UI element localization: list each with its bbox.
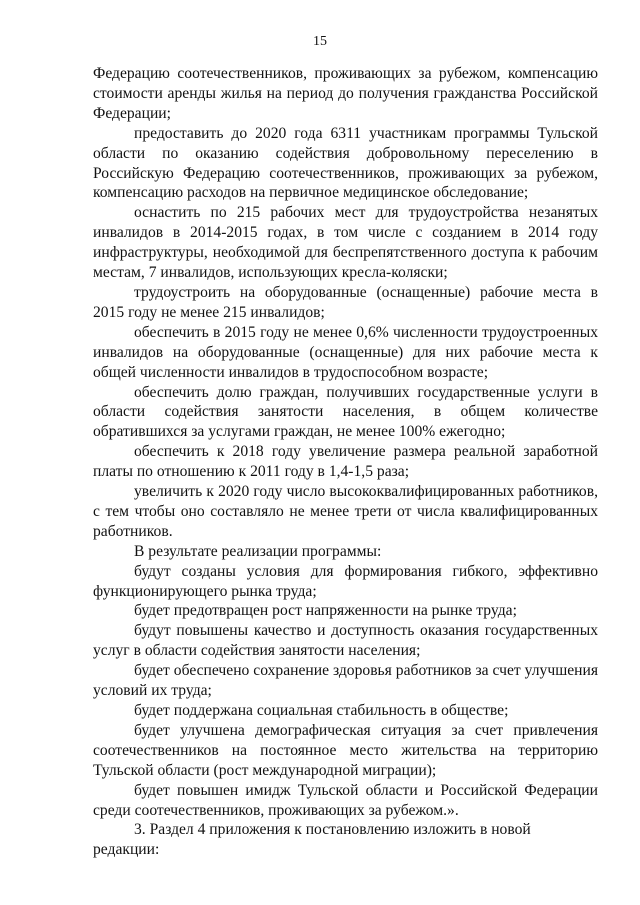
paragraph: предоставить до 2020 года 6311 участникам программы Тульской области по оказанию содействия добровольному переселению в Российскую Федерацию соотечественников, проживающих за рубежом, компенсацию расходов на первичное медицинское обследование; (93, 124, 598, 202)
paragraph: обеспечить долю граждан, получивших государственные услуги в области содействия занятости населения, в общем количестве обратившихся за услугами граждан, не менее 100% ежегодно; (93, 383, 598, 441)
paragraph: будет обеспечено сохранение здоровья работников за счет улучшения условий их труда; (93, 662, 598, 700)
paragraph-continuation: Федерацию соотечественников, проживающих за рубежом, компенсацию стоимости аренды жилья на период до получения гражданства Российской Федерации; (93, 65, 598, 122)
document-body (93, 64, 598, 860)
paragraph: будут созданы условия для формирования гибкого, эффективно функционирующего рынка труда; (93, 562, 598, 600)
paragraph: В результате реализации программы: (134, 542, 382, 560)
paragraph: будет улучшена демографическая ситуация за счет привлечения соотечественников на постоянное место жительства на территорию Тульской области (рост международной миграции); (93, 721, 598, 779)
paragraph: будет поддержана социальная стабильность в обществе; (134, 702, 509, 719)
paragraph-section-instruction: 3. Раздел 4 приложения к постановлению изложить в новой редакции: (93, 821, 531, 859)
paragraph: оснастить по 215 рабочих мест для трудоустройства незанятых инвалидов в 2014-2015 годах, в том числе с созданием в 2014 году инфраструктуры, необходимой для беспрепятственного доступа к рабочим местам, 7 инвалидов, использующих кресла-коляски; (93, 204, 598, 282)
paragraph: увеличить к 2020 году число высококвалифицированных работников, с тем чтобы оно составляло не менее трети от числа квалифицированных работников. (93, 483, 598, 540)
paragraph: будет предотвращен рост напряженности на рынке труда; (134, 602, 517, 620)
paragraph: будет повышен имидж Тульской области и Российской Федерации среди соотечественников, проживающих за рубежом.». (93, 781, 598, 819)
paragraph: будут повышены качество и доступность оказания государственных услуг в области содействия занятости населения; (93, 622, 598, 660)
paragraph: трудоустроить на оборудованные (оснащенные) рабочие места в 2015 году не менее 215 инвалидов; (93, 283, 598, 321)
paragraph: обеспечить к 2018 году увеличение размера реальной заработной платы по отношению к 2011 году в 1,4-1,5 раза; (93, 443, 598, 481)
page-number: 15 (313, 34, 327, 49)
paragraph: обеспечить в 2015 году не менее 0,6% численности трудоустроенных инвалидов на оборудованные (оснащенные) для них рабочие места к общей численности инвалидов в трудоспособном возрасте; (93, 323, 598, 381)
